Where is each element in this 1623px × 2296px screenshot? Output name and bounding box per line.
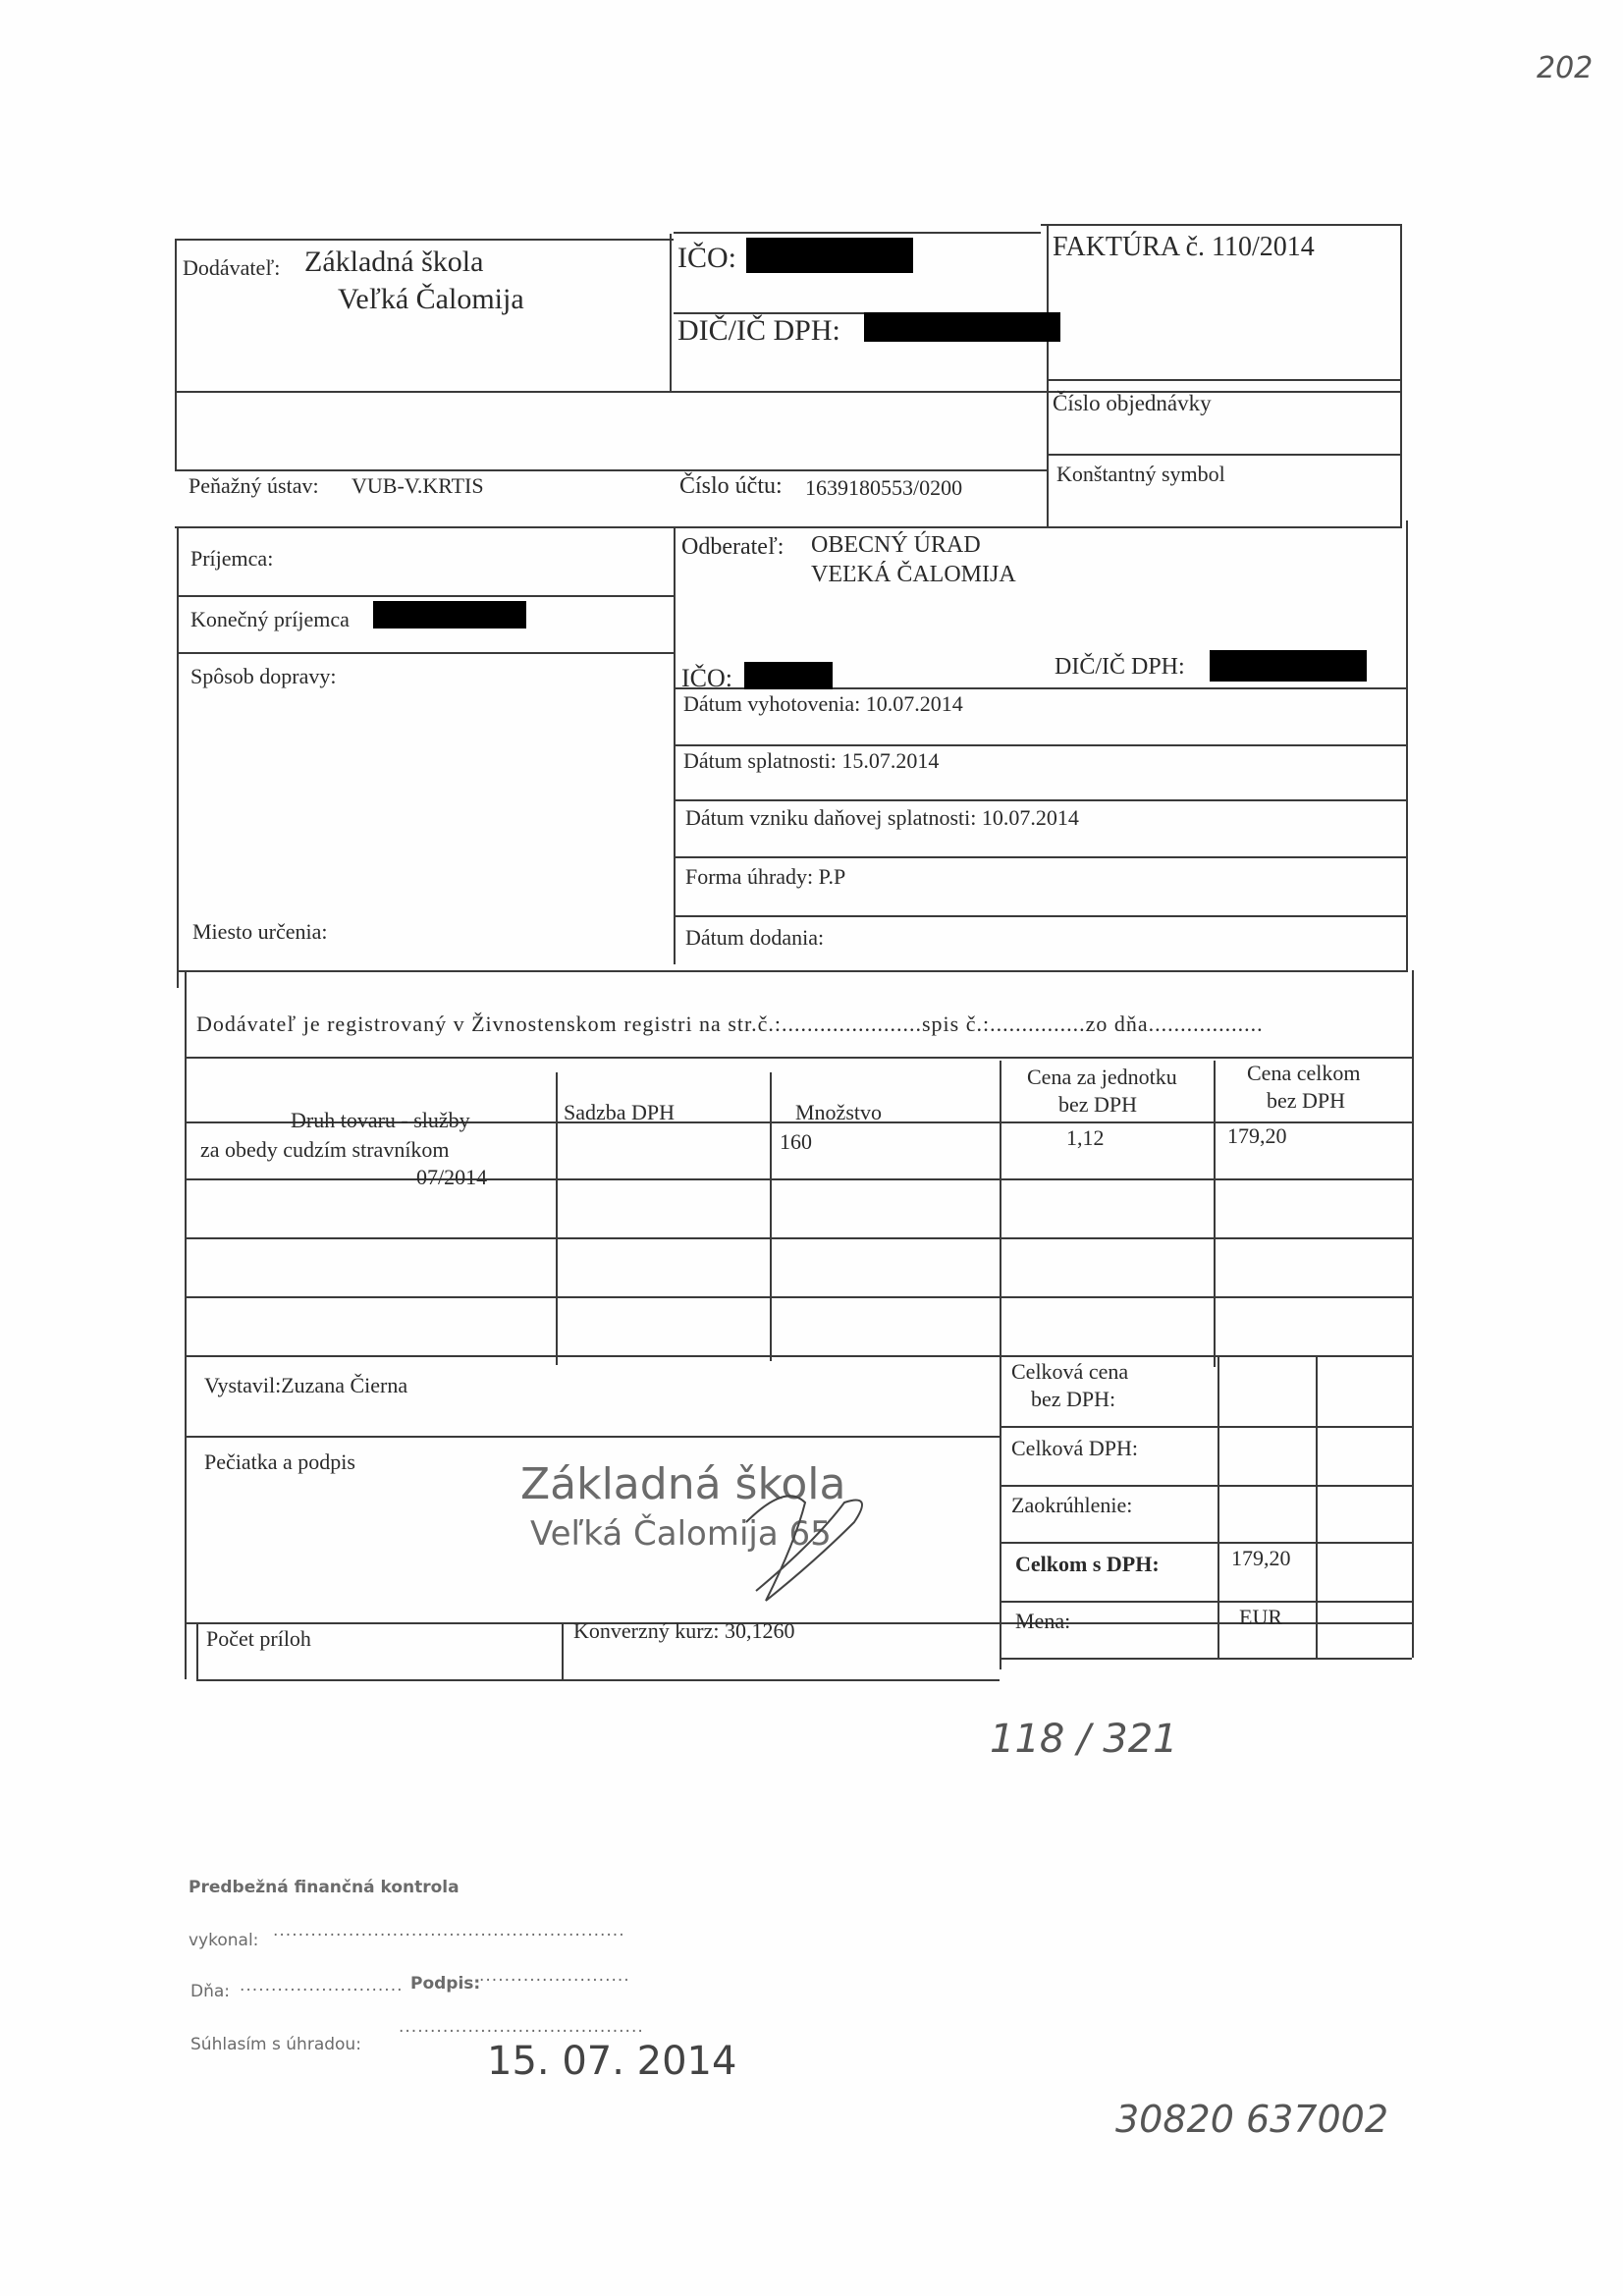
stamp-signature-label: Pečiatka a podpis — [204, 1449, 355, 1474]
control-stamp-signature-dots: ........................ — [479, 1966, 630, 1986]
redacted-supplier-dic — [864, 312, 1060, 342]
handwritten-bottom-numbers: 30820 637002 — [1115, 2098, 1389, 2141]
total-with-vat-label: Celkom s DPH: — [1015, 1552, 1160, 1576]
conversion-rate: Konverzný kurz: 30,1260 — [573, 1618, 795, 1643]
supplier-name-line1: Základná škola — [304, 246, 484, 278]
currency-label: Mena: — [1015, 1609, 1071, 1633]
stamp-line1: Základná škola — [520, 1459, 846, 1509]
row-total: 179,20 — [1227, 1123, 1287, 1148]
final-recipient-label: Konečný príjemca — [190, 607, 350, 631]
control-stamp-performed: vykonal: — [189, 1931, 259, 1950]
attachments-label: Počet príloh — [206, 1626, 311, 1651]
payment-form: Forma úhrady: P.P — [685, 864, 846, 889]
col-total-header-1: Cena celkom — [1247, 1061, 1361, 1085]
redacted-supplier-ico — [746, 238, 913, 273]
total-no-vat-label-2: bez DPH: — [1031, 1387, 1116, 1411]
total-with-vat-value: 179,20 — [1231, 1546, 1291, 1570]
row-goods-line1: za obedy cudzím stravníkom — [200, 1137, 450, 1162]
account-value: 1639180553/0200 — [805, 475, 963, 500]
control-stamp-agree-label: Súhlasím s úhradou: — [190, 2035, 361, 2054]
currency-value: EUR — [1239, 1605, 1282, 1629]
supplier-label: Dodávateľ: — [183, 255, 281, 280]
recipient-label: Príjemca: — [190, 546, 274, 571]
bank-label: Peňažný ústav: — [189, 473, 319, 498]
constant-symbol-label: Konštantný symbol — [1056, 462, 1225, 486]
customer-line2: VEĽKÁ ČALOMIJA — [811, 562, 1016, 587]
supplier-ico-label: IČO: — [677, 242, 736, 274]
col-vat-rate-header: Sadzba DPH — [564, 1100, 676, 1124]
col-goods-header: Druh tovaru - služby — [291, 1108, 470, 1132]
issued-by: Vystavil:Zuzana Čierna — [204, 1373, 408, 1397]
redacted-customer-ico — [744, 662, 833, 689]
issue-date: Dátum vyhotovenia: 10.07.2014 — [683, 691, 963, 716]
supplier-dic-label: DIČ/IČ DPH: — [677, 314, 840, 347]
handwritten-reference: 118 / 321 — [990, 1717, 1178, 1762]
control-stamp-date-label: Dňa: — [190, 1982, 231, 2001]
vat-total-label: Celková DPH: — [1011, 1436, 1138, 1460]
control-stamp-performed-dots: ........................................................ — [273, 1921, 625, 1941]
supplier-name-line2: Veľká Čalomija — [338, 283, 524, 315]
customer-line1: OBECNÝ ÚRAD — [811, 532, 981, 558]
row-unit-price: 1,12 — [1066, 1125, 1105, 1150]
rounding-label: Zaokrúhlenie: — [1011, 1493, 1133, 1517]
account-label: Číslo účtu: — [679, 473, 783, 499]
col-quantity-header: Množstvo — [795, 1100, 882, 1124]
control-stamp-title: Predbežná finančná kontrola — [189, 1878, 460, 1897]
stamp-line2: Veľká Čalomija 65 — [530, 1514, 832, 1554]
signature-scribble — [727, 1463, 893, 1620]
total-no-vat-label-1: Celková cena — [1011, 1359, 1129, 1384]
row-goods-line2: 07/2014 — [416, 1165, 488, 1189]
customer-label: Odberateľ: — [681, 534, 784, 560]
registry-line: Dodávateľ je registrovaný v Živnostenskom registri na str.č.:......................spis č.:...............zo dňa.................. — [196, 1011, 1264, 1036]
control-stamp-date: 15. 07. 2014 — [487, 2039, 737, 2084]
transport-label: Spôsob dopravy: — [190, 664, 337, 688]
redacted-final-recipient — [373, 601, 526, 629]
due-date: Dátum splatnosti: 15.07.2014 — [683, 748, 940, 773]
bank-value: VUB-V.KRTIS — [352, 473, 484, 498]
destination-label: Miesto určenia: — [192, 919, 328, 944]
col-total-header-2: bez DPH — [1267, 1088, 1346, 1113]
customer-dic-label: DIČ/IČ DPH: — [1055, 654, 1185, 680]
control-stamp-agree-dots: ....................................... — [399, 2017, 644, 2037]
order-number-label: Číslo objednávky — [1053, 391, 1212, 415]
control-stamp-date-dots: .......................... — [240, 1976, 404, 1995]
row-quantity: 160 — [780, 1129, 812, 1154]
page-note-number: 202 — [1537, 51, 1594, 85]
customer-ico-label: IČO: — [681, 664, 732, 692]
tax-due-date: Dátum vzniku daňovej splatnosti: 10.07.2014 — [685, 805, 1079, 830]
invoice-title: FAKTÚRA č. 110/2014 — [1053, 232, 1315, 262]
control-stamp-signature-label: Podpis: — [410, 1974, 481, 1994]
delivery-date: Dátum dodania: — [685, 925, 825, 950]
col-unit-price-header-1: Cena za jednotku — [1027, 1065, 1177, 1089]
col-unit-price-header-2: bez DPH — [1058, 1092, 1138, 1117]
redacted-customer-dic — [1210, 650, 1367, 682]
